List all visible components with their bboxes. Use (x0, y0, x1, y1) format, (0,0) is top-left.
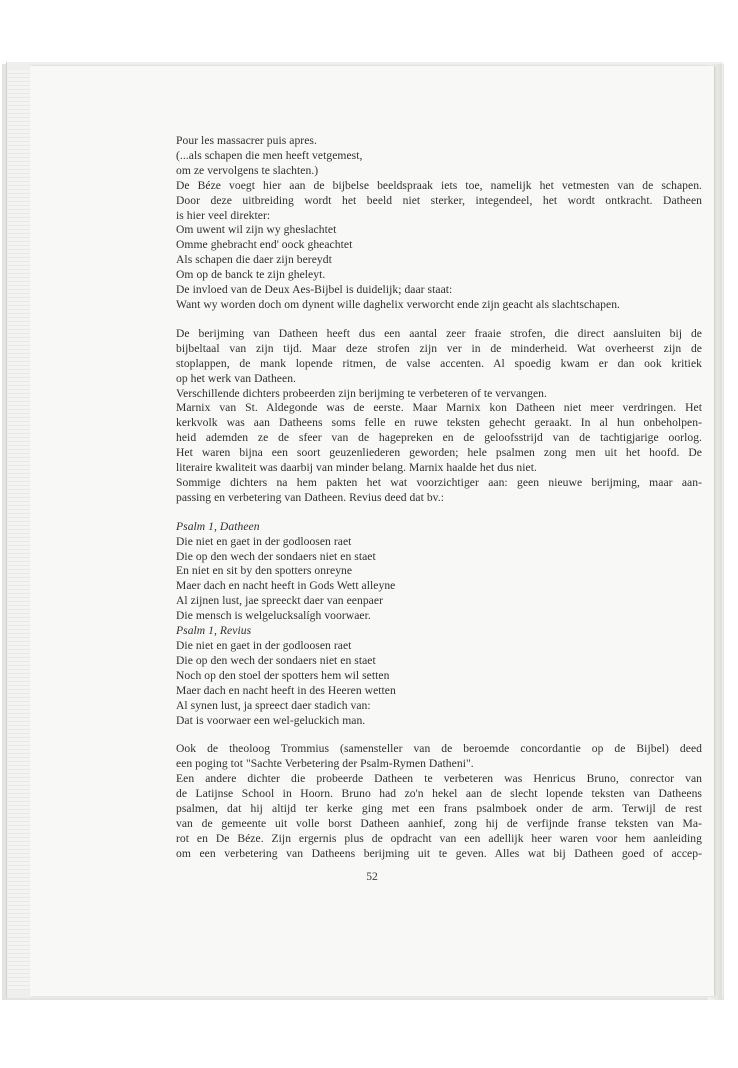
page-stack-lines (8, 70, 30, 990)
text-line: een poging tot "Sachte Verbetering der Psalm-Rymen Datheni". (176, 757, 474, 771)
page-text (176, 134, 702, 862)
verse-line: Die op den wech der sondaers niet en staet (176, 653, 376, 667)
text-line: op het werk van Datheen. (176, 371, 296, 385)
verse-line: Al zijnen lust, jae spreeckt daer van eenpaer (176, 594, 383, 608)
text-line: Door deze uitbreiding wordt het beeld niet sterker, integendeel, het wordt ontkracht. Datheen (176, 193, 702, 207)
text-line: Marnix van St. Aldegonde was de eerste. Maar Marnix kon Datheen niet meer verdringen. Het (176, 401, 702, 415)
text-line: om een verbetering van Datheens berijming uit te geven. Alles wat bij Datheen goed of accep- (176, 846, 702, 860)
text-line: Om op de banck te zijn gheleyt. (176, 268, 326, 282)
quote-french (176, 134, 702, 179)
text-line: De Béze voegt hier aan de bijbelse beeldspraak iets toe, namelijk het vetmesten van de schapen. (176, 178, 702, 192)
spacer (176, 506, 702, 520)
text-line: stoplappen, de mank lopende ritmen, de valse accenten. Al spoedig kwam er dan ook kritiek (176, 356, 702, 370)
text-line: Als schapen die daer zijn bereydt (176, 253, 332, 267)
text-line: Een andere dichter die probeerde Datheen te verbeteren was Henricus Bruno, conrector van (176, 772, 702, 786)
verse-line: Al synen lust, ja spreect daer stadich van: (176, 698, 371, 712)
text-line: is hier veel direkter: (176, 208, 271, 222)
paragraph (176, 742, 702, 772)
text-line: om ze vervolgens te slachten.) (176, 163, 319, 177)
text-line: (...als schapen die men heeft vetgemest, (176, 148, 363, 162)
text-line: rot en De Béze. Zijn ergernis plus de opdracht van een adellijk heer waren voor hem aanleiding (176, 831, 702, 845)
verse-line: Die niet en gaet in der godloosen raet (176, 639, 352, 652)
verse-line: Die op den wech der sondaers niet en staet (176, 549, 376, 563)
text-line: heid ademden ze de sfeer van de hagepreken en de geloofsstrijd van de tachtigjarige oorlog. (176, 431, 702, 445)
text-line: passing en verbetering van Datheen. Revius deed dat bv.: (176, 490, 444, 504)
paragraph (176, 476, 702, 506)
verse-line: Die niet en gaet in der godloosen raet (176, 534, 352, 548)
text-line: Om uwent wil zijn wy gheslachtet (176, 223, 337, 237)
text-line: de Latijnse School in Hoorn. Bruno had zo'n hekel aan de slecht lopende teksten van Datheens (176, 787, 702, 801)
verse-line: Noch op den stoel der spotters hem wil setten (176, 668, 390, 682)
paragraph (176, 772, 702, 861)
text-line: van de gemeente uit volle borst Datheen aanhief, zong hij de verfijnde franse teksten van Ma- (176, 816, 702, 830)
verse-line: En niet en sit by den spotters onreyne (176, 564, 353, 578)
text-line: Omme ghebracht end' oock gheachtet (176, 238, 353, 252)
text-line: bijbeltaal van zijn tijd. Maar deze strofen zijn ver in de minderheid. Wat overheerst zijn de (176, 341, 702, 355)
psalm-heading: Psalm 1, Revius (176, 624, 252, 638)
text-line: literaire kwaliteit was daarbij van minder belang. Marnix haalde het dus niet. (176, 461, 537, 475)
psalm-datheen (176, 520, 702, 624)
verse-line: Die mensch is welgelucksalígh voorwaer. (176, 609, 371, 623)
text-line: De invloed van de Deux Aes-Bijbel is duidelijk; daar staat: (176, 283, 453, 297)
spacer (176, 313, 702, 327)
text-line: psalmen, dat hij altijd ter kerke ging met een frans psalmboek onder de arm. Terwijl de rest (176, 802, 702, 816)
spacer (176, 728, 702, 742)
paragraph (176, 327, 702, 387)
text-line: Verschillende dichters probeerden zijn berijming te verbeteren of te vervangen. (176, 386, 547, 400)
text-line: Het waren bijna een soort geuzenliederen geworden; hele psalmen zong men uit het hoofd. De (176, 446, 702, 460)
verse-line: Maer dach en nacht heeft in Gods Wett alleyne (176, 579, 396, 593)
book-page (30, 66, 714, 996)
page-number: 52 (366, 870, 378, 883)
verse-line: Maer dach en nacht heeft in des Heeren wetten (176, 683, 396, 697)
paragraph (176, 179, 702, 224)
paragraph (176, 401, 702, 476)
text-line: Want wy worden doch om dynent wille daghelix verworcht ende zijn geacht als slachtschapen. (176, 297, 620, 311)
text-line: De berijming van Datheen heeft dus een aantal zeer fraaie strofen, die direct aansluiten bij de (176, 326, 702, 340)
quote-datheen (176, 223, 702, 312)
text-line: Pour les massacrer puis apres. (176, 134, 317, 147)
psalm-heading: Psalm 1, Datheen (176, 519, 260, 533)
text-line: Sommige dichters na hem pakten het wat voorzichtiger aan: geen nieuwe berijming, maar aan- (176, 475, 702, 489)
verse-line: Dat is voorwaer een wel-geluckich man. (176, 713, 366, 727)
text-line: Ook de theoloog Trommius (samensteller van de beroemde concordantie op de Bijbel) deed (176, 742, 702, 756)
text-line: kerkvolk was aan Datheens soms felle en ruwe teksten gehecht geraakt. In al hun onbeholpen- (176, 416, 702, 430)
psalm-revius (176, 624, 702, 728)
paragraph (176, 387, 702, 402)
